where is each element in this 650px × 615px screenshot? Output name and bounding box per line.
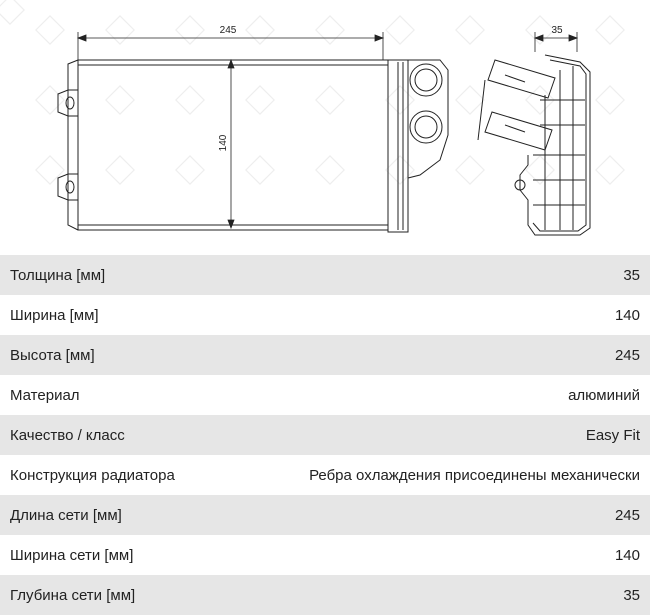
- dimension-height-label: 140: [218, 134, 229, 152]
- spec-row-construction: [0, 455, 650, 495]
- spec-value: Easy Fit: [585, 426, 640, 444]
- spec-label: Глубина сети [мм]: [10, 586, 136, 604]
- nrf-watermark: [0, 0, 624, 184]
- side-view: [478, 55, 590, 235]
- spec-value: алюминий: [568, 386, 640, 404]
- spec-value: 245: [614, 346, 640, 364]
- spec-label: Длина сети [мм]: [10, 506, 122, 524]
- dimension-depth-label: 35: [551, 25, 563, 36]
- spec-row-core-depth: [0, 575, 650, 615]
- spec-label: Ширина [мм]: [10, 306, 99, 324]
- spec-label: Ширина сети [мм]: [10, 546, 134, 564]
- spec-row-core-length: [0, 495, 650, 535]
- spec-value: 140: [614, 306, 640, 324]
- spec-row-thickness: [0, 255, 650, 295]
- spec-label: Высота [мм]: [10, 346, 95, 364]
- spec-row-material: [0, 375, 650, 415]
- specs-table: [0, 255, 650, 615]
- spec-value: 245: [614, 506, 640, 524]
- spec-row-height: [0, 335, 650, 375]
- technical-drawing: [0, 0, 650, 255]
- dimension-width-label: 245: [219, 25, 237, 36]
- spec-label: Качество / класс: [10, 426, 125, 444]
- spec-label: Материал: [10, 386, 80, 404]
- spec-row-quality: [0, 415, 650, 455]
- spec-row-core-width: [0, 535, 650, 575]
- spec-value: 35: [623, 266, 640, 284]
- spec-value: Ребра охлаждения присоединены механически: [309, 466, 640, 484]
- spec-label: Толщина [мм]: [10, 266, 106, 284]
- spec-label: Конструкция радиатора: [10, 466, 175, 484]
- dimension-lines: [78, 32, 577, 228]
- spec-value: 140: [614, 546, 640, 564]
- front-view: [58, 60, 448, 232]
- spec-row-width: [0, 295, 650, 335]
- spec-value: 35: [623, 586, 640, 604]
